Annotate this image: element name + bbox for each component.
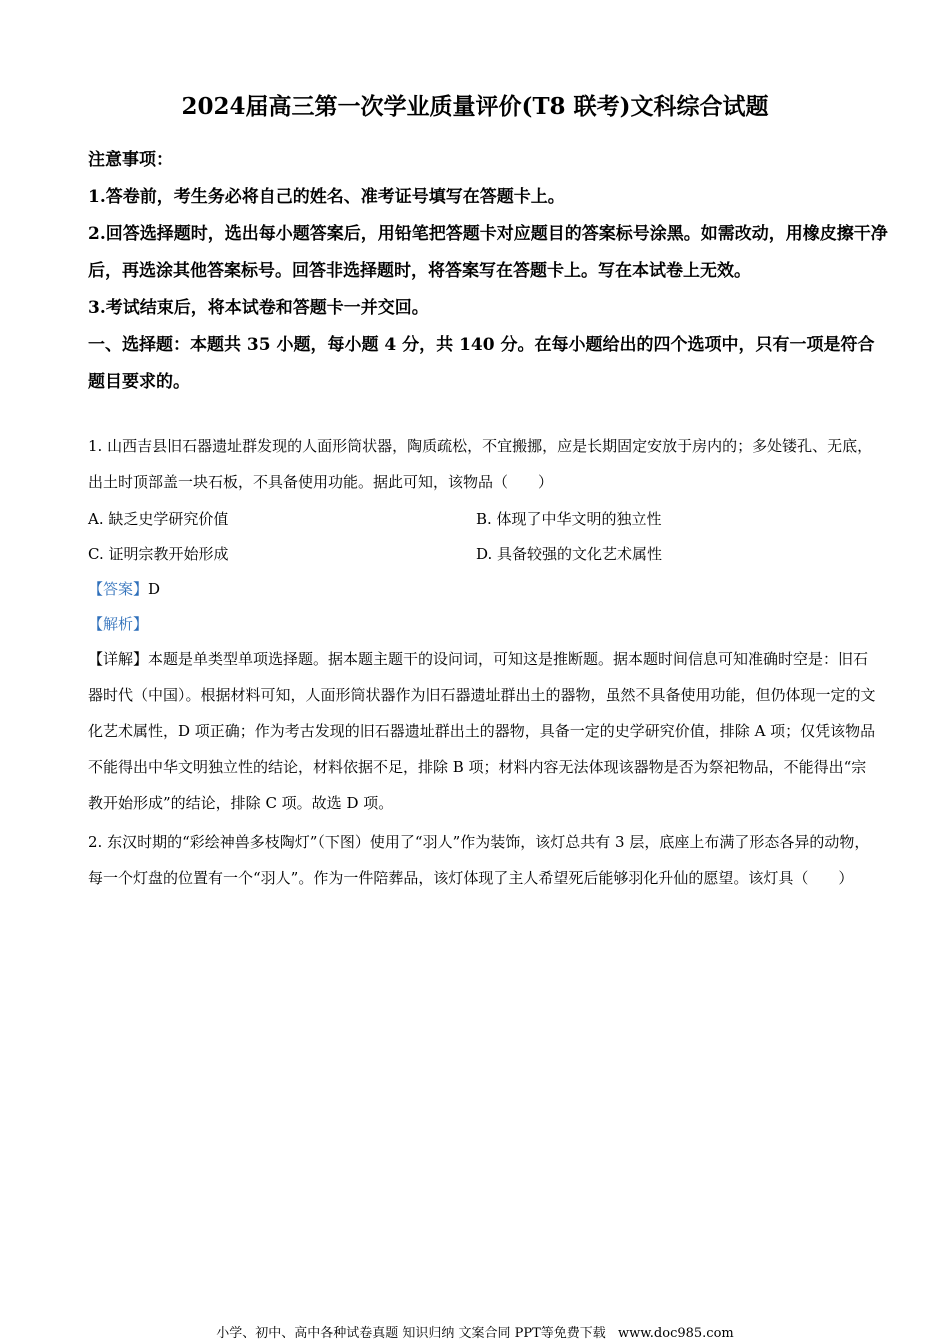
analysis-tag: 【解析】 bbox=[88, 615, 149, 633]
notice-item-2: 2.回答选择题时，选出每小题答案后，用铅笔把答题卡对应题目的答案标号涂黑。如需改动，用橡皮擦干净后，再选涂其他答案标号。回答非选择题时，将答案写在答题卡上。写在本试卷上无效。 bbox=[88, 224, 888, 281]
question-2-text: 2. 东汉时期的“彩绘神兽多枝陶灯”（下图）使用了“羽人”作为装饰，该灯总共有 3 层，底座上布满了形态各异的动物，每一个灯盘的位置有一个“羽人”。作为一件陪葬品，该灯体现了主人希望死后能够羽化升仙的愿望。该灯具（ ） bbox=[88, 833, 870, 887]
page-footer bbox=[0, 1322, 950, 1341]
answer-tag: 【答案】 bbox=[88, 580, 149, 598]
footer-url: www.doc985.com bbox=[617, 1326, 734, 1341]
notice-item-3: 3.考试结束后，将本试卷和答题卡一并交回。 bbox=[88, 298, 429, 318]
option-c: C. 证明宗教开始形成 bbox=[88, 545, 229, 563]
section-heading: 一、选择题：本题共 35 小题，每小题 4 分，共 140 分。在每小题给出的四个选项中，只有一项是符合题目要求的。 bbox=[88, 335, 875, 392]
question-1-detail bbox=[88, 641, 878, 821]
exam-title: 2024届高三第一次学业质量评价(T8 联考)文科综合试题 bbox=[181, 93, 769, 120]
question-1-options-row-2 bbox=[88, 539, 878, 569]
notice-item-1: 1.答卷前，考生务必将自己的姓名、准考证号填写在答题卡上。 bbox=[88, 187, 565, 207]
detail-tag: 【详解】 bbox=[88, 650, 149, 668]
option-a: A. 缺乏史学研究价值 bbox=[88, 510, 229, 528]
footer-text: 小学、初中、高中各种试卷真题 知识归纳 文案合同 PPT等免费下载 bbox=[216, 1326, 606, 1341]
detail-body: 本题是单类型单项选择题。据本题主题干的设问词，可知这是推断题。据本题时间信息可知准确时空是：旧石器时代（中国）。根据材料可知，人面形筒状器作为旧石器遗址群出土的器物，虽然不具备使用功能，但仍体现一定的文化艺术属性，D 项正确；作为考古发现的旧石器遗址群出土的器物，具备一定的史学研究价值，排除 A 项；仅凭该物品不能得出中华文明独立性的结论，材料依据不足，排除 B 项；材料内容无法体现该器物是否为祭祀物品，不能得出“宗教开始形成”的结论，排除 C 项。故选 D 项。 bbox=[88, 650, 876, 812]
notice-section bbox=[88, 142, 888, 401]
question-1-text: 1. 山西吉县旧石器遗址群发现的人面形筒状器，陶质疏松，不宜搬挪，应是长期固定安放于房内的；多处镂孔、无底，出土时顶部盖一块石板，不具备使用功能。据此可知，该物品（ ） bbox=[88, 437, 873, 491]
question-1-options-row-1 bbox=[88, 504, 878, 534]
question-1-stem bbox=[88, 428, 878, 500]
answer-value: D bbox=[148, 580, 161, 598]
analysis-line bbox=[88, 609, 148, 639]
detail-text bbox=[88, 641, 878, 821]
option-d: D. 具备较强的文化艺术属性 bbox=[476, 545, 663, 563]
option-b: B. 体现了中华文明的独立性 bbox=[476, 510, 662, 528]
answer-line bbox=[88, 574, 160, 604]
question-2-stem bbox=[88, 824, 878, 896]
notice-heading: 注意事项： bbox=[88, 150, 173, 170]
